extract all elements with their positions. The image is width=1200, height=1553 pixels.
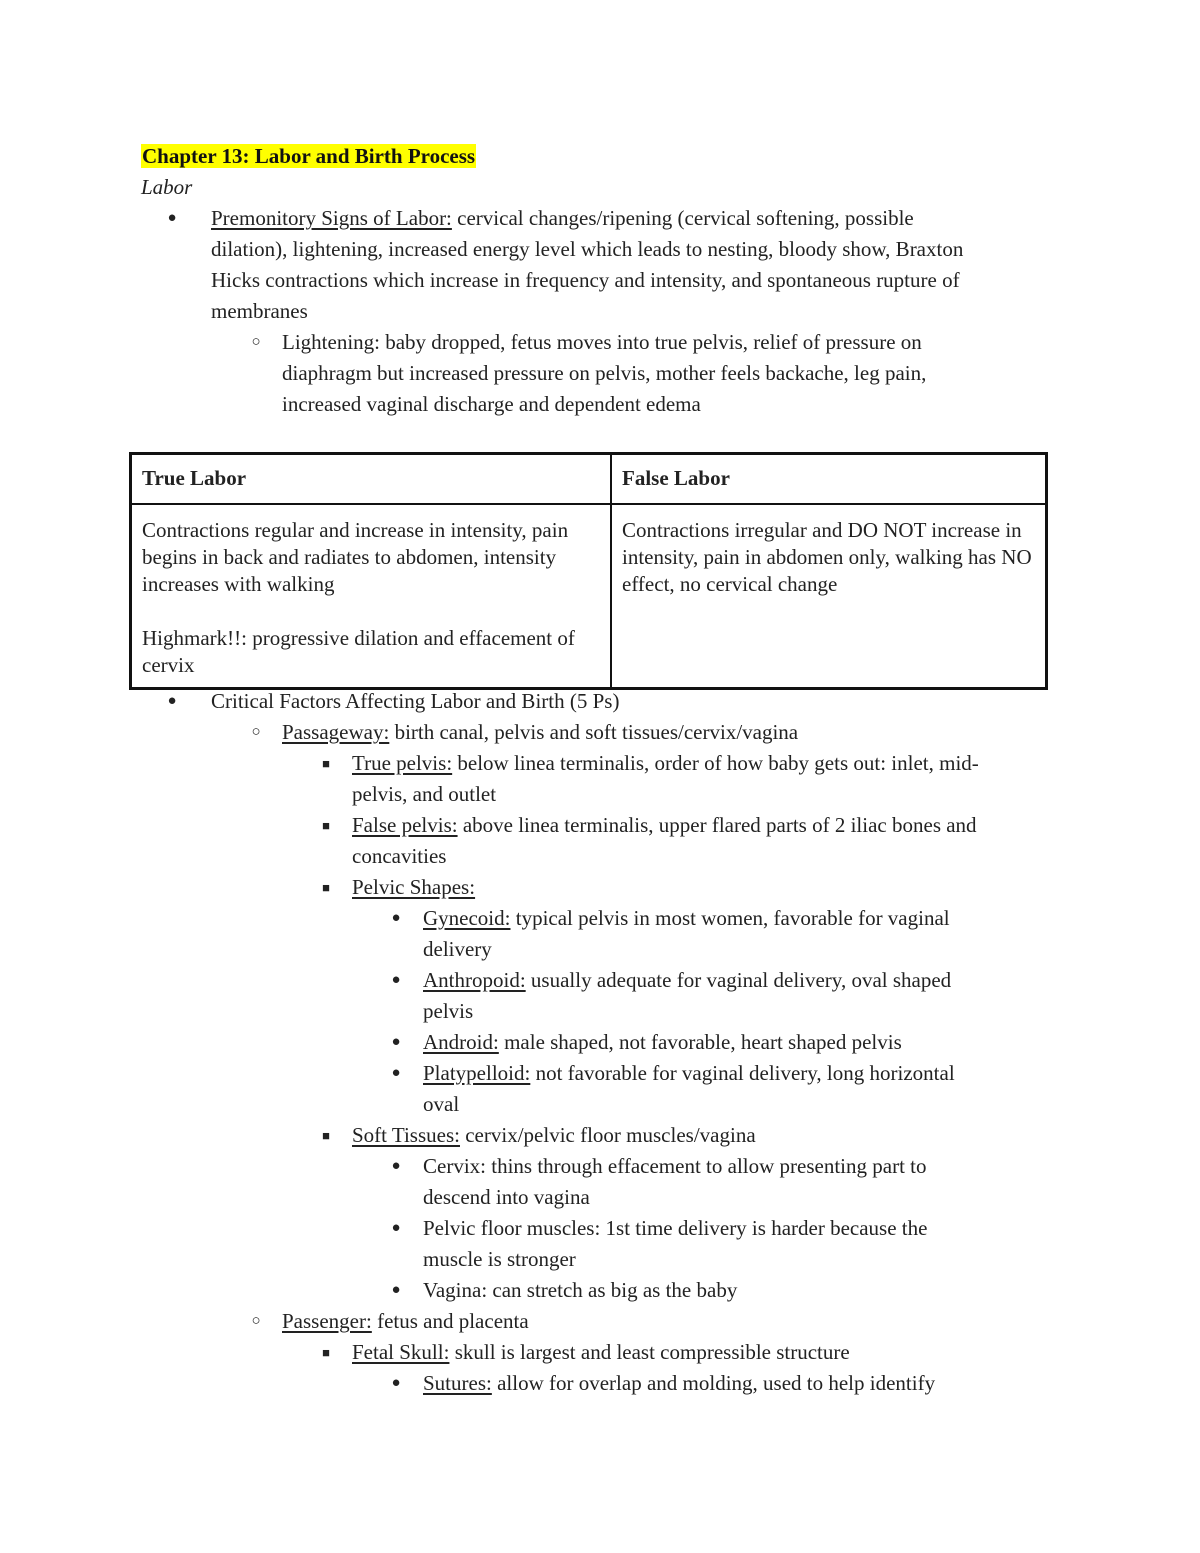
bullet-dot: ● [391, 1065, 401, 1081]
true-labor-cell [131, 504, 612, 689]
sutures-label: Sutures: [423, 1371, 492, 1395]
soft-tissues-label: Soft Tissues: [352, 1123, 460, 1147]
passenger-line [282, 1306, 529, 1337]
pelvic-floor-line-2: muscle is stronger [423, 1247, 576, 1271]
true-pelvis-text: below linea terminalis, order of how baby gets out: inlet, mid- [452, 751, 979, 775]
lightening-line-3: increased vaginal discharge and dependent edema [282, 392, 701, 416]
anthropoid-text: usually adequate for vaginal delivery, oval shaped [525, 968, 952, 992]
true-labor-highmark: Highmark!!: progressive dilation and effacement of cervix [142, 626, 575, 677]
false-labor-description: Contractions irregular and DO NOT increase in intensity, pain in abdomen only, walking has NO effect, no cervical change [622, 518, 1032, 596]
bullet-square: ■ [322, 1345, 330, 1360]
soft-tissues-line [352, 1120, 756, 1151]
soft-tissues-text: cervix/pelvic floor muscles/vagina [459, 1123, 756, 1147]
gynecoid-label: Gynecoid: [423, 906, 511, 930]
fetal-skull-label: Fetal Skull: [352, 1340, 450, 1364]
bullet-dot: ● [167, 693, 177, 709]
false-pelvis-text: above linea terminalis, upper flared parts of 2 iliac bones and [457, 813, 977, 837]
premonitory-line-1 [211, 203, 914, 234]
table-body-row [131, 504, 1047, 689]
premonitory-line-2: dilation), lightening, increased energy level which leads to nesting, bloody show, Braxton [211, 237, 964, 261]
false-pelvis-line-2: concavities [352, 844, 447, 868]
gynecoid-line-2: delivery [423, 937, 492, 961]
true-labor-header: True Labor [131, 454, 612, 505]
bullet-dot: ● [391, 1220, 401, 1236]
bullet-dot: ● [391, 910, 401, 926]
cervix-line-1: Cervix: thins through effacement to allow presenting part to [423, 1154, 927, 1178]
false-labor-header: False Labor [611, 454, 1047, 505]
false-pelvis-line-1 [352, 810, 977, 841]
bullet-square: ■ [322, 1128, 330, 1143]
vagina-line-1: Vagina: can stretch as big as the baby [423, 1278, 738, 1302]
page-title [141, 141, 476, 172]
pelvic-floor-line-1: Pelvic floor muscles: 1st time delivery is harder because the [423, 1216, 928, 1240]
android-text: male shaped, not favorable, heart shaped pelvis [498, 1030, 902, 1054]
platypelloid-label: Platypelloid: [423, 1061, 531, 1085]
premonitory-line-3: Hicks contractions which increase in frequency and intensity, and spontaneous rupture of [211, 268, 960, 292]
sutures-line [423, 1368, 935, 1399]
passageway-label: Passageway: [282, 720, 390, 744]
labor-comparison-table [129, 452, 1048, 690]
lightening-line-2: diaphragm but increased pressure on pelvis, mother feels backache, leg pain, [282, 361, 927, 385]
premonitory-label: Premonitory Signs of Labor: [211, 206, 452, 230]
anthropoid-line-2: pelvis [423, 999, 474, 1023]
bullet-dot: ● [391, 1034, 401, 1050]
anthropoid-label: Anthropoid: [423, 968, 526, 992]
pelvic-shapes-line [352, 872, 475, 903]
bullet-circle: ○ [251, 334, 261, 350]
passageway-line [282, 717, 798, 748]
bullet-square: ■ [322, 818, 330, 833]
bullet-dot: ● [391, 1158, 401, 1174]
bullet-circle: ○ [251, 1313, 261, 1329]
premonitory-text: cervical changes/ripening (cervical softening, possible [451, 206, 914, 230]
android-line-1 [423, 1027, 902, 1058]
bullet-circle: ○ [251, 724, 261, 740]
false-labor-cell [611, 504, 1047, 689]
bullet-dot: ● [391, 1375, 401, 1391]
bullet-square: ■ [322, 880, 330, 895]
bullet-dot: ● [391, 1282, 401, 1298]
title-highlight: Chapter 13: Labor and Birth Process [142, 144, 476, 168]
fetal-skull-line [352, 1337, 850, 1368]
true-pelvis-line-1 [352, 748, 979, 779]
bullet-dot: ● [167, 210, 177, 226]
platypelloid-text: not favorable for vaginal delivery, long horizontal [530, 1061, 955, 1085]
passenger-label: Passenger: [282, 1309, 372, 1333]
platypelloid-line-1 [423, 1058, 955, 1089]
true-pelvis-label: True pelvis: [352, 751, 453, 775]
section-subtitle: Labor [141, 175, 193, 199]
table-header-row [131, 454, 1047, 505]
false-pelvis-label: False pelvis: [352, 813, 458, 837]
true-labor-description: Contractions regular and increase in intensity, pain begins in back and radiates to abdomen, intensity increases with walking [142, 518, 569, 596]
bullet-square: ■ [322, 756, 330, 771]
premonitory-line-4: membranes [211, 299, 308, 323]
gynecoid-line-1 [423, 903, 950, 934]
critical-factors: Critical Factors Affecting Labor and Birth (5 Ps) [211, 689, 620, 713]
bullet-dot: ● [391, 972, 401, 988]
true-pelvis-line-2: pelvis, and outlet [352, 782, 497, 806]
fetal-skull-text: skull is largest and least compressible structure [449, 1340, 850, 1364]
anthropoid-line-1 [423, 965, 951, 996]
cervix-line-2: descend into vagina [423, 1185, 590, 1209]
gynecoid-text: typical pelvis in most women, favorable for vaginal [510, 906, 950, 930]
passageway-text: birth canal, pelvis and soft tissues/cervix/vagina [389, 720, 799, 744]
android-label: Android: [423, 1030, 499, 1054]
pelvic-shapes-label: Pelvic Shapes: [352, 875, 476, 899]
platypelloid-line-2: oval [423, 1092, 460, 1116]
sutures-text: allow for overlap and molding, used to help identify [491, 1371, 936, 1395]
lightening-line-1: Lightening: baby dropped, fetus moves into true pelvis, relief of pressure on [282, 330, 922, 354]
passenger-text: fetus and placenta [371, 1309, 529, 1333]
